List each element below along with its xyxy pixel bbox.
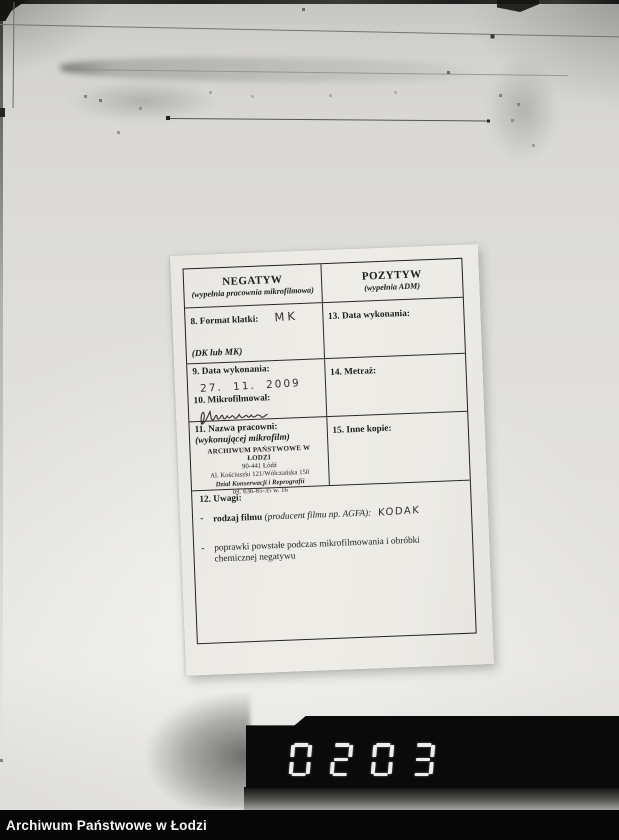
archive-address-block	[195, 443, 323, 498]
address-line-5: tel. 636-85-35 w. 16	[232, 486, 288, 496]
negatyw-header-cell	[184, 264, 323, 307]
counter-bottom-fade	[244, 787, 619, 810]
uwagi-item-rodzaj-filmu	[200, 504, 464, 527]
format-klatki-label: 8. Format klatki:	[190, 314, 259, 328]
format-klatki-handwritten-value: MK	[273, 308, 299, 325]
metraz-label: 14. Metraż:	[330, 366, 377, 378]
row-format-klatki	[185, 297, 465, 364]
counter-digit	[330, 743, 354, 776]
data-mikrofilmowal-cell	[187, 359, 327, 421]
rodzaj-filmu-paren: (producent filmu np. AGFA):	[264, 508, 372, 523]
negatyw-subtitle: (wypełnia pracownia mikrofilmowa)	[191, 285, 315, 300]
form-table	[182, 258, 476, 644]
caption-bar	[0, 810, 619, 840]
rodzaj-filmu-text	[213, 506, 420, 526]
nazwa-pracowni-cell	[189, 417, 329, 496]
uwagi-label: 12. Uwagi:	[199, 493, 242, 506]
poprawki-text: poprawki powstałe podczas mikrofilmowania i obróbki chemicznej negatywu	[214, 535, 421, 565]
address-line-2: 90-441 Łódź	[241, 461, 278, 471]
rodzaj-filmu-lead: rodzaj filmu	[212, 512, 263, 525]
address-line-3: Al. Kościuszki 121/Wólczańska 150	[210, 469, 310, 480]
archive-caption: Archiwum Państwowe w Łodzi	[6, 817, 207, 833]
negatyw-title: NEGATYW	[222, 273, 283, 289]
dust-patch-right	[486, 58, 560, 162]
counter-digit	[371, 743, 395, 776]
film-corner-mark-topright	[497, 0, 539, 12]
nazwa-pracowni-note: (wykonującej mikrofilm)	[194, 432, 291, 447]
frame-counter-display	[246, 716, 619, 788]
inne-kopie-cell	[327, 412, 470, 485]
dust-speckles	[0, 0, 1, 1]
mikrofilmowal-label: 10. Mikrofilmował:	[193, 393, 271, 407]
format-klatki-note: (DK lub MK)	[191, 347, 243, 360]
rodzaj-filmu-handwritten-value: KODAK	[377, 505, 420, 519]
pozytyw-subtitle: (wypełnia ADM)	[364, 281, 421, 293]
data-wykonania-label: 9. Data wykonania:	[192, 364, 270, 378]
row-uwagi	[192, 480, 476, 644]
bullet-dash: -	[199, 513, 204, 525]
uwagi-item-poprawki	[201, 533, 466, 566]
archive-form-paper	[170, 244, 494, 676]
pozytyw-title: POZYTYW	[361, 268, 422, 283]
address-line-4: Dział Konserwacji i Reprografii	[215, 477, 305, 489]
inne-kopie-label: 15. Inne kopie:	[332, 423, 392, 436]
row-data-mikrofilmowal	[187, 353, 467, 422]
data-wykonania-pozytyw-cell	[323, 298, 465, 358]
counter-shadow	[146, 692, 250, 808]
address-line-1: ARCHIWUM PAŃSTWOWE W ŁODZI	[207, 443, 311, 463]
counter-digits	[290, 743, 454, 776]
pozytyw-header-cell	[321, 259, 463, 302]
row-nazwa-pracowni	[189, 411, 469, 496]
vertical-scratch	[13, 2, 15, 108]
left-edge-mark	[0, 108, 5, 117]
counter-digit	[412, 743, 436, 776]
horizontal-scratch-upper	[0, 24, 619, 37]
dust-patch-left	[68, 80, 218, 122]
format-klatki-cell	[185, 303, 325, 363]
counter-digit	[289, 743, 313, 776]
bullet-dash: -	[201, 543, 205, 554]
nazwa-pracowni-label: 11. Nazwa pracowni:	[194, 422, 278, 436]
metraz-cell	[325, 354, 467, 416]
data-wykonania-handwritten-value: 27. 11. 2009	[199, 377, 302, 395]
data-wykonania-pozytyw-label: 13. Data wykonania:	[327, 308, 411, 322]
